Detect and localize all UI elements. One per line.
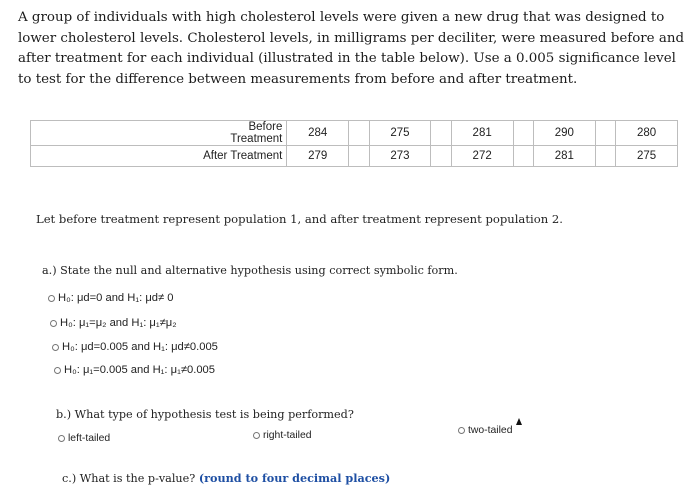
table-cell: 272 bbox=[451, 146, 513, 167]
rounding-hint: (round to four decimal places) bbox=[198, 471, 391, 485]
table-cell: 290 bbox=[534, 121, 596, 146]
test-option-left-tailed[interactable]: left-tailed bbox=[58, 433, 110, 444]
table-cell: 280 bbox=[616, 121, 678, 146]
test-option-right-tailed[interactable]: right-tailed bbox=[253, 430, 312, 441]
table-cell: 284 bbox=[287, 121, 349, 146]
table-cell: 279 bbox=[287, 146, 349, 167]
table-cell: 281 bbox=[451, 121, 513, 146]
population-note: Let before treatment represent population 1, and after treatment represent population 2. bbox=[36, 212, 563, 226]
hypothesis-option-4[interactable]: H₀: μ₁=0.005 and H₁: μ₁≠0.005 bbox=[54, 364, 215, 376]
hypothesis-option-1[interactable]: H₀: μd=0 and H₁: μd≠ 0 bbox=[48, 292, 173, 304]
table-row bbox=[31, 146, 678, 167]
table-cell: 281 bbox=[534, 146, 596, 167]
radio-button[interactable] bbox=[50, 320, 57, 327]
row-label: After Treatment bbox=[195, 146, 287, 167]
table-cell: 273 bbox=[369, 146, 431, 167]
radio-button[interactable] bbox=[52, 344, 59, 351]
test-option-two-tailed[interactable]: two-tailed bbox=[458, 425, 512, 436]
problem-statement: A group of individuals with high cholesterol levels were given a new drug that was designed to lower cholesterol levels. Cholesterol levels, in milligrams per deciliter, were measured before and after treatment for each individual (illustrated in the table below). Use a 0.005 significance level to test for the difference between measurements from before and after treatment. bbox=[18, 10, 685, 87]
hypothesis-option-2[interactable]: H₀: μ₁=μ₂ and H₁: μ₁≠μ₂ bbox=[50, 317, 177, 329]
radio-button[interactable] bbox=[458, 427, 465, 434]
radio-button[interactable] bbox=[54, 367, 61, 374]
part-b-question: b.) What type of hypothesis test is being performed? bbox=[56, 408, 354, 421]
table-row bbox=[31, 121, 678, 146]
radio-button[interactable] bbox=[253, 432, 260, 439]
part-c-question: c.) What is the p-value? (round to four decimal places) bbox=[62, 471, 391, 485]
radio-button[interactable] bbox=[58, 435, 65, 442]
cholesterol-table bbox=[30, 120, 678, 167]
table-cell: 275 bbox=[369, 121, 431, 146]
radio-button[interactable] bbox=[48, 295, 55, 302]
part-a-question: a.) State the null and alternative hypothesis using correct symbolic form. bbox=[42, 264, 458, 277]
mouse-cursor-icon bbox=[516, 418, 522, 425]
table-cell: 275 bbox=[616, 146, 678, 167]
hypothesis-option-3[interactable]: H₀: μd=0.005 and H₁: μd≠0.005 bbox=[52, 341, 218, 353]
row-label: Before Treatment bbox=[195, 121, 287, 146]
